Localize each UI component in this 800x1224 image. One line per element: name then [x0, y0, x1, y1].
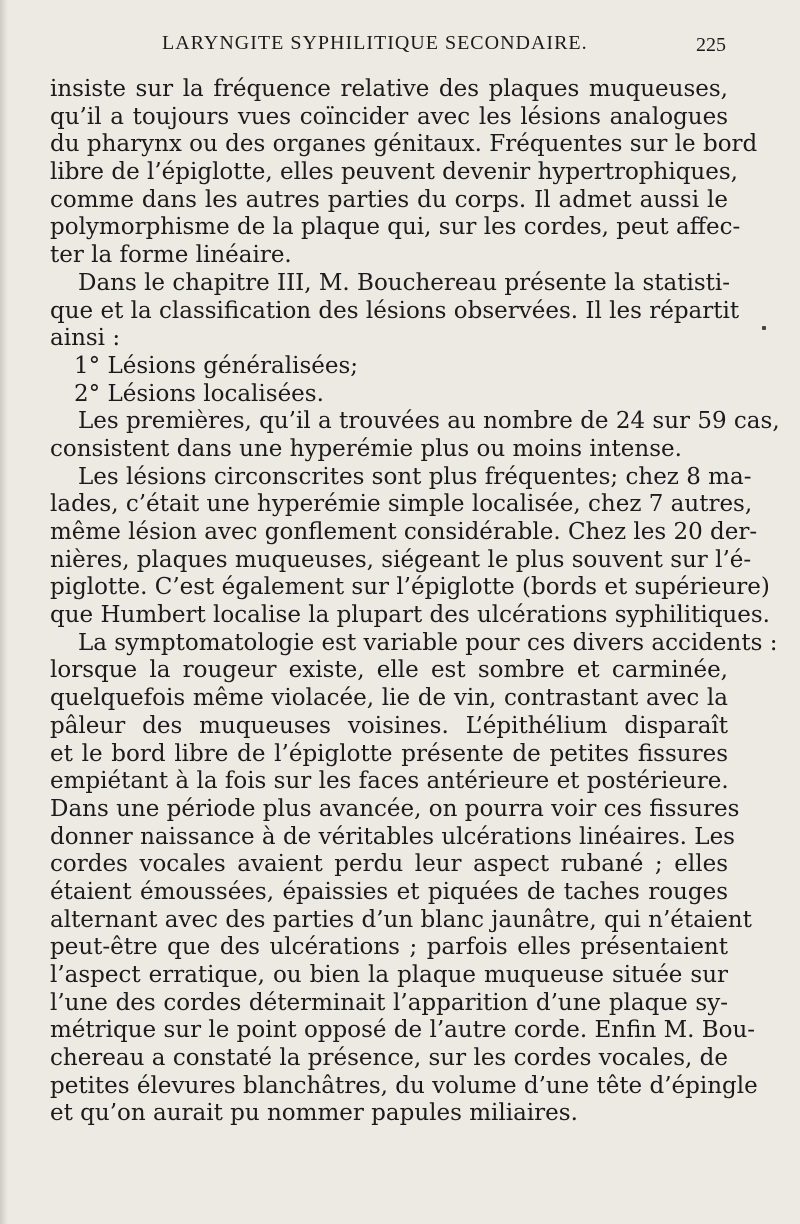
text-line: et qu’on aurait pu nommer papules miliaires.	[50, 1100, 578, 1127]
text-line: ainsi :	[50, 325, 121, 352]
text-line: consistent dans une hyperémie plus ou moins intense.	[50, 435, 682, 462]
text-line: quelquefois même violacée, lie de vin, contrastant avec la	[50, 685, 728, 712]
page-number: 225	[696, 34, 726, 56]
text-line: Les lésions circonscrites sont plus fréquentes; chez 8 ma-	[78, 463, 752, 490]
text-line: que et la classification des lésions observées. Il les répartit	[50, 297, 740, 324]
ink-speck	[762, 326, 766, 330]
text-line: lorsque la rougeur existe, elle est sombre et carminée,	[50, 657, 728, 684]
text-line: pâleur des muqueuses voisines. L’épithélium disparaît	[50, 712, 728, 739]
text-line: alternant avec des parties d’un blanc jaunâtre, qui n’étaient	[50, 906, 752, 933]
text-line: l’une des cordes déterminait l’apparition d’une plaque sy-	[50, 989, 728, 1016]
text-line: Les premières, qu’il a trouvées au nombre de 24 sur 59 cas,	[78, 408, 780, 435]
text-line: l’aspect erratique, ou bien la plaque muqueuse située sur	[50, 962, 728, 988]
text-line: libre de l’épiglotte, elles peuvent devenir hypertrophiques,	[50, 159, 738, 186]
text-line: même lésion avec gonflement considérable. Chez les 20 der-	[50, 519, 758, 545]
text-line: lades, c’était une hyperémie simple localisée, chez 7 autres,	[50, 491, 753, 518]
text-line: petites élevures blanchâtres, du volume d’une tête d’épingle	[50, 1072, 758, 1099]
text-line: qu’il a toujours vues coïncider avec les lésions analogues	[50, 103, 728, 130]
text-line: nières, plaques muqueuses, siégeant le plus souvent sur l’é-	[50, 546, 752, 573]
text-line: et le bord libre de l’épiglotte présente de petites fissures	[50, 740, 728, 767]
list-item: 1° Lésions généralisées;	[74, 352, 359, 379]
body-text	[50, 76, 780, 1128]
list-item: 2° Lésions localisées.	[74, 380, 324, 407]
text-line: La symptomatologie est variable pour ces divers accidents :	[78, 629, 778, 656]
text-line: comme dans les autres parties du corps. Il admet aussi le	[50, 186, 728, 213]
text-line: étaient émoussées, épaissies et piquées de taches rouges	[50, 878, 728, 905]
text-line: polymorphisme de la plaque qui, sur les cordes, peut affec-	[50, 214, 741, 241]
text-line: métrique sur le point opposé de l’autre corde. Enfin M. Bou-	[50, 1017, 756, 1044]
text-line: ter la forme linéaire.	[50, 242, 292, 269]
text-line: peut-être que des ulcérations ; parfois elles présentaient	[50, 934, 728, 961]
text-line: du pharynx ou des organes génitaux. Fréquentes sur le bord	[50, 131, 758, 158]
text-line: empiétant à la fois sur les faces antérieure et postérieure.	[50, 768, 729, 795]
running-title: LARYNGITE SYPHILITIQUE SECONDAIRE.	[162, 32, 588, 54]
text-line: donner naissance à de véritables ulcérations linéaires. Les	[50, 823, 735, 850]
text-line: Dans une période plus avancée, on pourra voir ces fissures	[50, 795, 740, 822]
text-line: piglotte. C’est également sur l’épiglotte (bords et supérieure)	[50, 574, 770, 601]
page-binding-edge	[0, 0, 8, 1224]
text-line: que Humbert localise la plupart des ulcérations syphilitiques.	[50, 602, 770, 629]
text-line: insiste sur la fréquence relative des plaques muqueuses,	[50, 76, 728, 102]
page-header	[52, 32, 726, 62]
text-line: cordes vocales avaient perdu leur aspect rubané ; elles	[50, 851, 728, 878]
text-line: Dans le chapitre III, M. Bouchereau présente la statisti-	[78, 269, 730, 296]
text-line: chereau a constaté la présence, sur les cordes vocales, de	[50, 1045, 728, 1072]
